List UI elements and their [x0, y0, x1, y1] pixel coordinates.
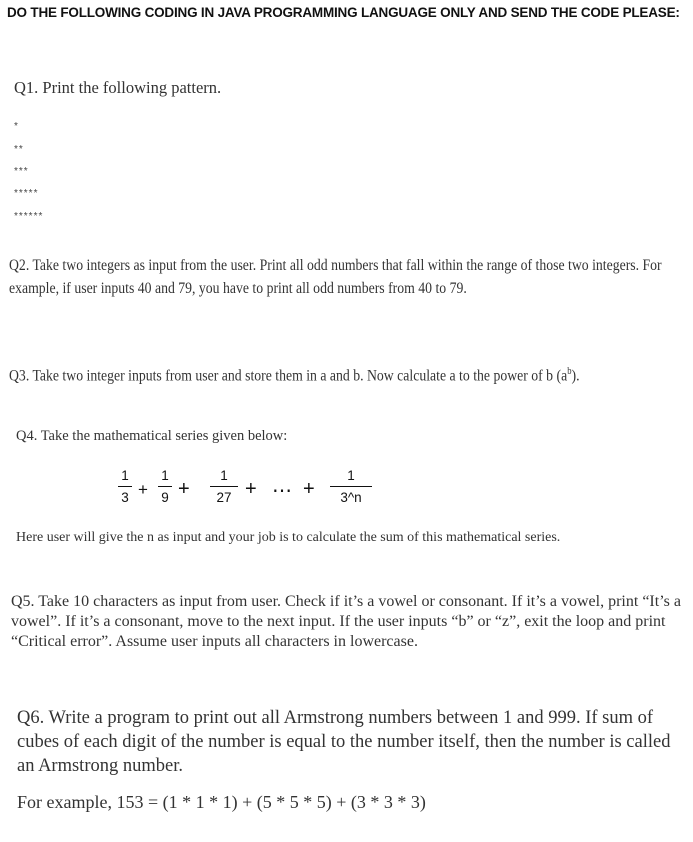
ellipsis: ⋯ [272, 480, 292, 502]
q3-end: ). [571, 367, 580, 385]
pattern-row-4: ***** [14, 188, 39, 199]
q3-text [9, 360, 663, 387]
assignment-header: DO THE FOLLOWING CODING IN JAVA PROGRAMMING LANGUAGE ONLY AND SEND THE CODE PLEASE: [7, 5, 680, 20]
series-term-1 [118, 467, 132, 506]
q3-body: Q3. Take two integer inputs from user and store them in a and b. Now calculate a to the power of b (a [9, 367, 568, 385]
plus-sign-3: + [245, 478, 257, 500]
q5-text: Q5. Take 10 characters as input from user. Check if it’s a vowel or consonant. If it’s a vowel, print “It’s a vowel”. If it’s a consonant, move to the next input. If the user inputs “b” or “z”, exit the loop and print “Critical error”. Assume user inputs all characters in lowercase. [11, 593, 681, 650]
plus-sign-1: + [138, 480, 148, 499]
term-n-numerator: 1 [347, 468, 355, 483]
q6-example: For example, 153 = (1 * 1 * 1) + (5 * 5 * 5) + (3 * 3 * 3) [17, 792, 426, 812]
q4-title: Q4. Take the mathematical series given below: [16, 428, 288, 444]
pattern-row-2: ** [14, 144, 24, 155]
q1-title: Q1. Print the following pattern. [14, 78, 222, 97]
term-2-denominator: 9 [161, 490, 169, 506]
q3-superscript: b [567, 366, 572, 377]
q4-description: Here user will give the n as input and your job is to calculate the sum of this mathematical series. [16, 530, 561, 545]
series-term-2 [158, 467, 172, 506]
term-1-denominator: 3 [121, 490, 129, 506]
pattern-row-3: *** [14, 166, 29, 177]
plus-sign-2: + [178, 478, 190, 500]
term-n-denominator: 3^n [340, 490, 362, 506]
series-term-n [330, 467, 372, 506]
term-2-numerator: 1 [161, 468, 169, 483]
plus-sign-4: + [303, 478, 315, 500]
series-term-3 [210, 467, 238, 506]
q2-text: Q2. Take two integers as input from the user. Print all odd numbers that fall within the range of those two integers. For example, if user inputs 40 and 79, you have to print all odd numbers from 40 to 79. [9, 257, 662, 297]
term-3-numerator: 1 [220, 468, 228, 483]
q6-text: Q6. Write a program to print out all Armstrong numbers between 1 and 999. If sum of cubes of each digit of the number is equal to the number itself, then the number is called an Armstrong number. [17, 708, 671, 776]
term-3-denominator: 27 [216, 490, 232, 506]
term-1-numerator: 1 [121, 468, 129, 483]
pattern-row-1: * [14, 121, 19, 132]
pattern-row-5: ****** [14, 211, 44, 222]
